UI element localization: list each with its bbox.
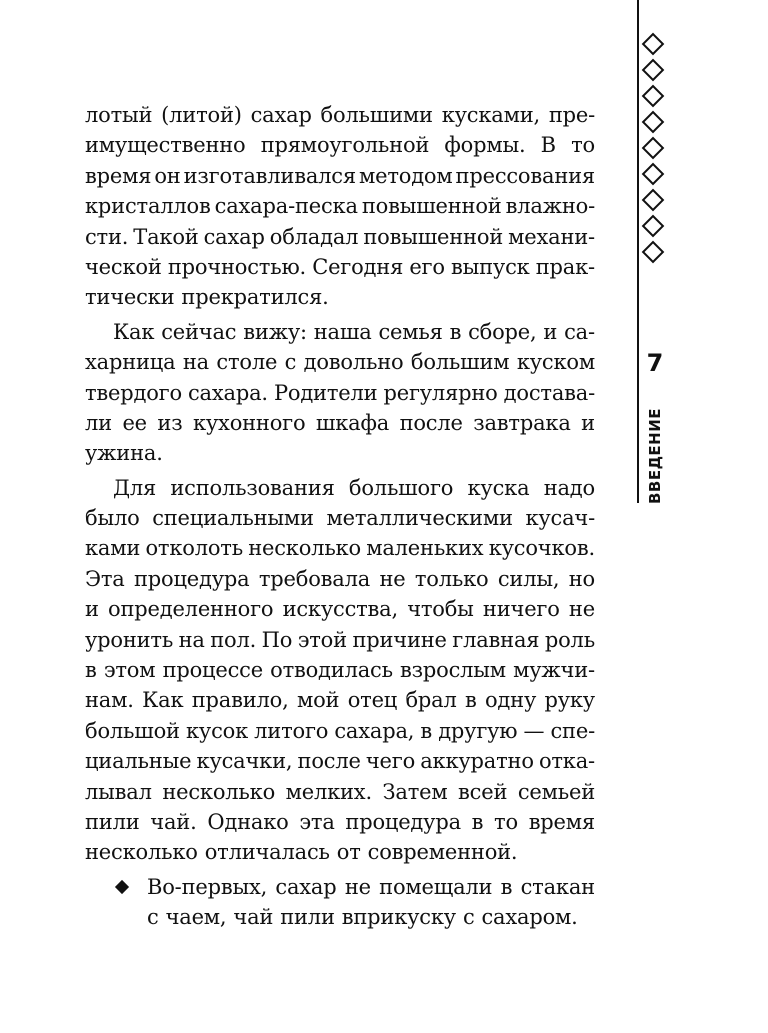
diamond-icon [642,85,665,108]
text-line: твердого сахара. Родители регулярно достава- [85,380,595,405]
text-line: харница на столе с довольно большим куском [85,350,595,375]
diamond-icon [642,163,665,186]
paragraph [85,100,595,313]
text-line: и определенного искусства, чтобы ничего не [85,597,595,622]
text-line: Во-первых, сахар не помещали в стакан [147,874,595,899]
body-text [85,100,595,933]
text-line: время он изготавливался методом прессования [85,163,595,188]
list-item [85,872,595,933]
diamond-icon [642,111,665,134]
margin-rule [637,0,639,503]
text-line: уронить на пол. По этой причине главная роль [85,627,595,652]
text-line: Эта процедура требовала не только силы, но [85,566,595,591]
diamond-ornament [640,36,670,270]
page-number: 7 [646,349,664,377]
text-line: несколько отличалась от современной. [85,840,518,865]
text-line: большой кусок литого сахара, в другую — спе- [85,718,595,743]
text-line: кристаллов сахара-песка повышенной влажно- [85,194,595,219]
text-line: Как сейчас вижу: наша семья в сборе, и са- [113,319,595,344]
diamond-icon [642,189,665,212]
text-line: ками отколоть несколько маленьких кусочков. [85,536,595,561]
diamond-icon [642,33,665,56]
text-line: ческой прочностью. Сегодня его выпуск прак- [85,254,595,279]
text-line: нам. Как правило, мой отец брал в одну руку [85,688,595,713]
text-line: в этом процессе отводилась взрослым мужчи- [85,658,595,683]
text-line: имущественно прямоугольной формы. В то [85,133,595,158]
diamond-icon [642,215,665,238]
text-line: было специальными металлическими кусач- [85,506,595,531]
text-line: циальные кусачки, после чего аккуратно отка- [85,749,595,774]
diamond-icon [642,137,665,160]
paragraph [85,473,595,868]
text-line: лывал несколько мелких. Затем всей семьей [85,779,595,804]
paragraph [85,317,595,469]
text-line: с чаем, чай пили вприкуску с сахаром. [147,905,578,930]
text-line: пили чай. Однако эта процедура в то время [85,809,595,834]
text-line: ужина. [85,441,163,466]
diamond-icon [642,59,665,82]
running-header-section: ВВЕДЕНИЕ [646,407,664,505]
text-line: лотый (литой) сахар большими кусками, пре- [85,103,595,127]
text-line: Для использования большого куска надо [113,475,595,500]
text-line: ли ее из кухонного шкафа после завтрака и [85,410,595,435]
text-line: сти. Такой сахар обладал повышенной механи- [85,224,595,249]
text-line: тически прекратился. [85,285,329,310]
diamond-icon [642,241,665,264]
